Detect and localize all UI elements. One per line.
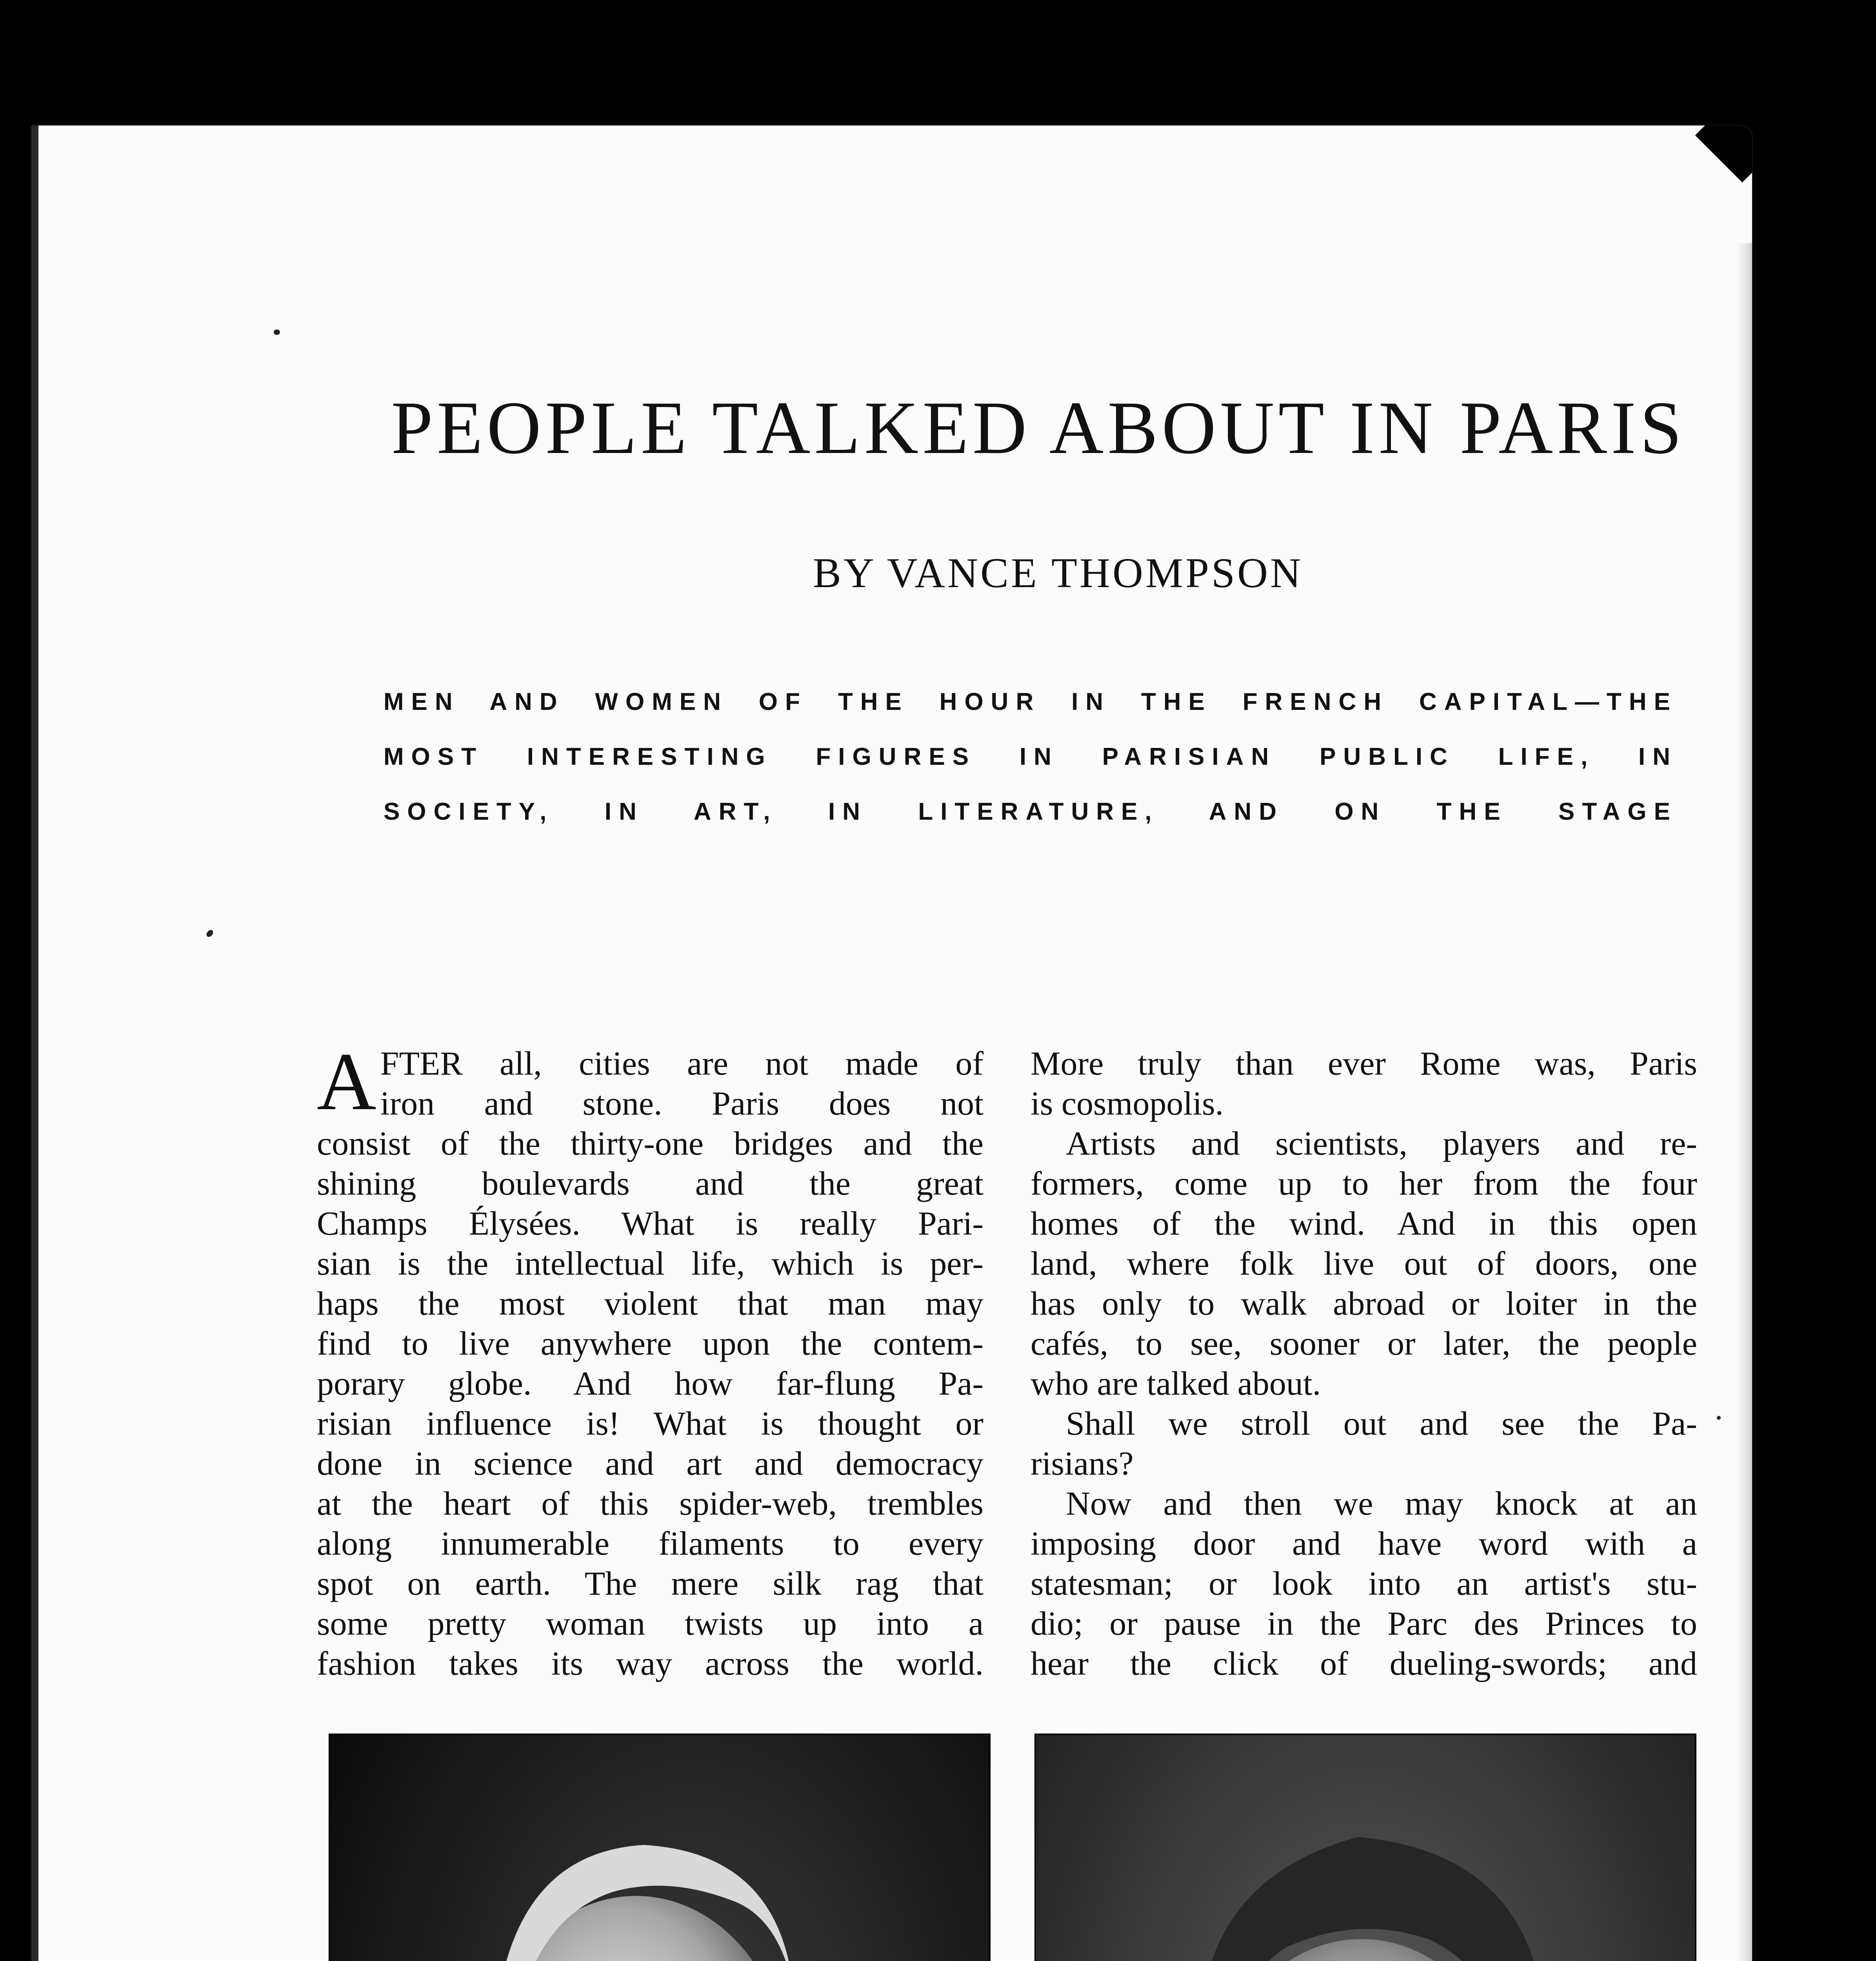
portrait-photo-fallieres (1034, 1734, 1696, 1961)
text-line: is cosmopolis. (1031, 1084, 1224, 1122)
scan-speck (1717, 1416, 1721, 1420)
text-line: who are talked about. (1031, 1364, 1321, 1402)
scan-speck (274, 329, 280, 335)
deck-line: MEN AND WOMEN OF THE HOUR IN THE FRENCH CAPITAL—THE (384, 688, 1678, 715)
text-line: risian influence is! What is thought or (317, 1404, 983, 1442)
text-line: hear the click of dueling-swords; and (1031, 1644, 1697, 1682)
text-line: along innumerable filaments to every (317, 1524, 983, 1562)
text-line: imposing door and have word with a (1031, 1524, 1697, 1562)
text-line: iron and stone. Paris does not (380, 1084, 983, 1122)
byline: BY VANCE THOMPSON (813, 550, 1303, 597)
text-line: done in science and art and democracy (317, 1444, 983, 1482)
text-line: at the heart of this spider-web, trembles (317, 1484, 983, 1522)
text-line: Now and then we may knock at an (1066, 1484, 1697, 1522)
text-line: FTER all, cities are not made of (380, 1044, 983, 1082)
portrait-photo-loubet (329, 1734, 991, 1961)
text-line: risians? (1031, 1444, 1134, 1482)
page-edge (1736, 243, 1752, 1961)
body-column-right (1031, 1043, 1697, 1683)
text-line: cafés, to see, sooner or later, the people (1031, 1324, 1697, 1362)
article-deck (384, 675, 1678, 839)
text-line: homes of the wind. And in this open (1031, 1204, 1697, 1242)
text-line: consist of the thirty-one bridges and the (317, 1124, 983, 1162)
text-line: has only to walk abroad or loiter in the (1031, 1284, 1697, 1322)
text-line: statesman; or look into an artist's stu- (1031, 1564, 1697, 1602)
text-line: Shall we stroll out and see the Pa- (1066, 1404, 1697, 1442)
text-line: sian is the intellectual life, which is per- (317, 1244, 983, 1282)
magazine-page (31, 126, 1752, 1961)
article-title: PEOPLE TALKED ABOUT IN PARIS (391, 386, 1686, 469)
text-line: land, where folk live out of doors, one (1031, 1244, 1697, 1282)
text-line: porary globe. And how far-flung Pa- (317, 1364, 983, 1402)
deck-line: SOCIETY, IN ART, IN LITERATURE, AND ON THE STAGE (384, 798, 1678, 825)
text-line: haps the most violent that man may (317, 1284, 983, 1322)
text-line: fashion takes its way across the world. (317, 1644, 983, 1682)
scan-speck (205, 929, 215, 938)
portrait-illustration (330, 1735, 989, 1961)
portrait-illustration (1036, 1735, 1695, 1961)
body-column-left (317, 1036, 983, 1683)
text-line: dio; or pause in the Parc des Princes to (1031, 1604, 1697, 1642)
text-line: find to live anywhere upon the contem- (317, 1324, 983, 1362)
text-line: Artists and scientists, players and re- (1066, 1124, 1697, 1162)
text-line: More truly than ever Rome was, Paris (1031, 1044, 1697, 1082)
text-line: Champs Élysées. What is really Pari- (317, 1204, 983, 1242)
drop-cap: A (317, 1036, 376, 1127)
deck-line: MOST INTERESTING FIGURES IN PARISIAN PUBLIC LIFE, IN (384, 743, 1678, 770)
text-line: shining boulevards and the great (317, 1164, 983, 1202)
text-line: formers, come up to her from the four (1031, 1164, 1697, 1202)
text-line: spot on earth. The mere silk rag that (317, 1564, 983, 1602)
text-line: some pretty woman twists up into a (317, 1604, 983, 1642)
